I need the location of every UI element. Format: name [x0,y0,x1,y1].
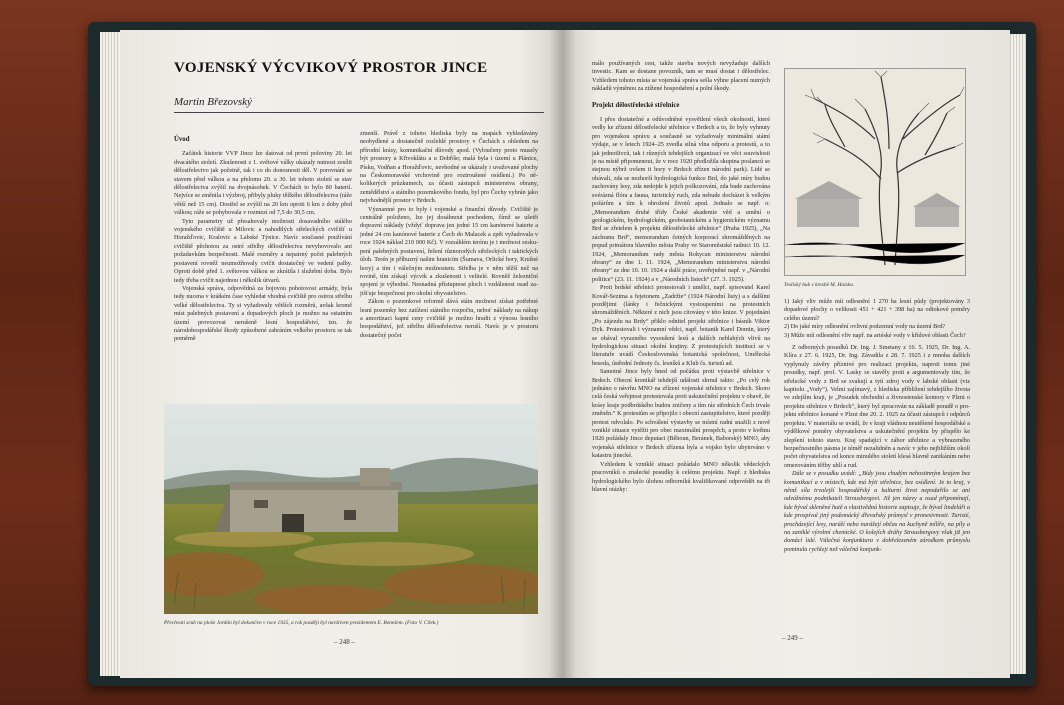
paragraph: Začátek historie VVP Jince lze datovat od první poloviny 20. let dvacátého století. Zkušenosti z 1. světové války ukázaly nutnost zesílit dělostřelectvo jak početně, tak i co do donosnosti děl. V porovnání se stavem před válkou a na přelomu 20. a 30. let tohoto století se stav dělostřelectva zvýšil na dvojnásobek. V Čechách to bylo 80 baterií. Nejvíce se změnila i výzbroj, přibyly pluky těžkého dělostřelectva (ráže větší než 15 cm). Dostřel se zvýšil na 20 km oproti 6 km z doby před válkou; ráže se pohybovala v rozmezí od 7,5 do 30,5 cm. [174,150,352,217]
paragraph: Samotné Jince byly hned od počátku proti výstavbě střelnice v Brdech. Obecní kronikář tehdejší události shrnul takto: „Po celý rok jednáno o návrhu MNO na zřízení vojenské střelnice v Brdech. Skoro celá česká veřejnost protestovala proti uskutečnění projektu v obavě, že krásy kraje podbrdského budou zničeny a tím ráz středních Čech trvale změněn.“ K protestům se připojilo i obecní zastupitelstvo, které později protest odvolalo. Po schválení výstavby se místní radní snažili z nově vzniklé situace vytěžit pro obec maximální prospěch, a proto v květnu 1926 požádaly Jince deputaci (Běhoun, Beránek, Baborský) MNO, aby vojenská střelnice v Brdech zřízena byla a vojsko bylo ubytováno v katastru jinecké. [592,368,770,460]
section-heading-project: Projekt dělostřelecké střelnice [592,101,680,109]
paragraph: Tyto parametry už přesahovaly možnosti dosavadního stálého vojenského cvičiště u Milovic a nahodilých střeleckých cvičišť u Horažďovic, Kralovic a Labské Týnice. Navíc současné používání cvičiště pěchotou za ostré střelby dělostřelectva nevyhovovalo ani požadavkům bezpečnosti. Malé rozměry a nepatrný počet palebných postavení rovněž neumožňovaly cvičit dostatečný ve vedení palby. Oproti době před 1. světovou válkou se zkrátila i služební doba. Bylo tedy třeba cvičit najednou i několik útvarů. [174,217,352,284]
question-item: 1) Jaký vliv může mít odlesnění 1 270 ha lesní půdy (projektovány 3 dopadové plochy o velikosti 451 + 421 + 398 ha) na odtokové poměry celého území? [784,298,970,322]
paragraph: I přes dostatečné a odůvodněné vysvětlení všech okolností, které vedly ke zřízení dělostřelecké střelnice v Brdech a to, že byly vyhnuty pro vojenskou správu a současně se vyžadovaly minimální státní výdaje, se v letech 1924–25 zvedla silná vlna odporu a protestů, a to jak jednotlivců, tak i různých tehdejších organizací ve věci souvislosti je na místě připomenout, že v roce 1920 předložila skupina poslanců se stejnou nýbrž ovšem ti hory v Brdech zřízen národní park). Lidé se obávali, zda se nezhorší hydrologická funkce Brd, do jaké míry budou zachovány lesy, zda nedojde k jejich poškozování, zda bude zachována svérázná flóra a fauna, turistický ruch, zda nebude docházet k velkým požárům a tím k ohrožení životů apod. Jednalo se např. o: „Memorandum druhé třídy České akademie věd a umění o geologickém, hydrologickém, geobotanickém a hygienickém významu Brd se zřetelem k projektu dělostřelecké střelnice“ (Praha 1925), „Na záchranu Brd“, memorandum četných korporací shromážděných na popud primátora hlavního města Prahy ve Staroměstské radnici 10. 12. 1924, „Memorandum rady města Rokycan ministerstvu národní obrany“ ze dne 1. 11. 1924, „Memorandum ministerstvu národní obrany“ ze dne 10. 10. 1924 a další práce, uveřejněné např. v „Národní politice“ (23. 11. 1924) a v „Národních listech“ (27. 3. 1925). [592,116,770,283]
paragraph: Vzhledem k vzniklé situaci požádalo MNO několik vědeckých pracovníků o znalecké posudky k celému projektu. Např. z hlediska hydrologického bylo úlohou odborníků kvalifikované odpovědět na tři hlavní otázky: [592,460,770,493]
left-column-2 [360,130,538,392]
right-column-2 [784,298,970,638]
paragraph-quote: Dále se v posudku uvádí: „Bídy jsou chudým nehostinným krajem bez komunikací a v místech, kde má býti střelnice, bez osídlení. Je to kraj, v němž síla trvalejší hospodářský a kulturní život nepodařilo se ani odvážnému podnikateli Strousbergovi. Již jen názvy u osad připomínají, kde býval skleněné hutě a vlastivědná historie zapisuje, že býval lindeláři a kde prospíval jiný podomácký dřevařský průmysl v pronesivnosti. Turisté, procházející lesy, naráží nebo narážejí občas na kuchyně mílíře, na píly a na zaniklé výrobní chemické. O kolejích dráhy Strousbergovy však již jen domácí lidé. Válečná konjunktura v dobřelezeném zárodkem průmyslu pominula rychleji než válečná konjunk- [784,470,970,553]
paragraph: Z odborných posudků Dr. Ing. J. Smetany z 16. 5. 1925, Dr. Ing. A. Klíra z 27. 6. 1925, Dr. Ing. Závadila z 28. 7. 1925 i z mnoha dalších vyplynuly závěry příznivé pro realizaci projektu, naproti tomu jiné posudky, např. prof. V. Lasky se stavěly proti a argumentovaly tím, že střelecké vody z Brd se svakují a tytí zdroj vody v labské oblasti (viz kapitolu „Vody“). Velmi zajímavý, z hlediska příbližení tehdejšího života ve zdejším kraji, je „Posudek obchodní a živnostenské komory v Plzni o projektu střelnice v Brdech“, který byl zpracován na základě poradě o projektu střelnice konané v Plzni dne 20. 2. 1925 za účasti zástupců i odpůrců projektu. V materiálu se uvádí, že v kraji vládnou neutěšené hospodářské a výdělkové poměry obyvatelstva a uskutečnění projektu by přispělo ke zlepšení tohoto stavu. Kraj spadající v zábor střelnice a vybrazeného bezpečnostního pásma je téměř nezalidněn a navíc v jeho nejbližším okolí počet obyvatelstva od konce minulého století klesá hlavně zanikáním nebo omezováním těžby uhlí a rud. [784,344,970,469]
right-page [562,30,1010,678]
book-gutter [548,30,576,678]
bunker-photo-image [164,404,538,614]
paragraph: málo používaných cest, takže stavba nových nevyžaduje dalších investic. Kam se dostane povozník, tam se musí dostat i dělostřelec. Vzhledem tohoto místa se vojenská správa sešla výhne placení nutných nákladů výměnou za ztížené hospodaření a polní škody. [592,60,770,93]
bunker-photo [164,404,538,614]
paragraph: Proti brdské střelnici protestovali i umělci, např. spisovatel Karel Kovář-Sezima a fejetonem „Zadržte“ (1924 Národní listy) a s dalšími pozdějimi (lánky i řečnickými vystoupeními na protestních shromážděních. Některé z nich jsou citovány v této knize. V pojednání „Po zájezdu na Brdy“ přiklo odnitel projekt střelnice i básník Viktor Dyk. Protestovali i významní vědci, např. botanik Karel Domin, který se obával vyrazného vysoušení lesů a dalších neblahých vlivů na hydrologickou situaci okolní krajiny. Z protestujících institucí se v literatuře uvádí Československá botanická společnost, Umělecká beseda, ústřední Jednoty čs. lesníků a Klub čs. turistů ad. [592,284,770,367]
article-title: VOJENSKÝ VÝCVIKOVÝ PROSTOR JINCE [174,60,488,76]
page-number-left: – 248 – [334,638,355,646]
page-edges-left [100,32,122,676]
tree-sketch-image [785,69,965,275]
sketch-caption: Tesliský buk v kresbě M. Haiska. [784,282,855,288]
photo-caption: Přechvatí srub na ploše Jordán byl dokončen v roce 1935, a rok později byl navštíven prezidentem E. Benešem. (Foto V. Cílek.) [164,620,439,626]
paragraph: Zákon o pozemkové reformě dává státu možnost získat potřebné lesní pozemky bez zatížení státního rozpočtu, neboť náklady na nákup a amortizaci kapní ceny cvičiště je možno hradit z výnosu lesního hospodářství, jež střelbu dělostřelectva neruší. Navíc je v prostoru dostatečný počet [360,298,538,339]
left-column-1 [174,136,352,394]
question-item: 2) Do jaké míry odlesnění ovlivní podzemní vody na území Brd? [784,323,946,331]
title-rule [174,112,544,113]
section-heading-intro: Úvod [174,136,190,143]
page-number-right: – 249 – [782,634,803,642]
question-item: 3) Může mít odlesnění vliv např. na artéské vody v křídové oblasti Čech? [784,331,966,339]
right-column-1 [592,60,770,628]
page-edges-right [1008,34,1026,674]
tree-sketch [784,68,966,276]
article-author: Martin Březovský [174,96,252,108]
paragraph: zmenší. Právě z tohoto hlediska byly na mapách vyhledávány neobydlené a dostatečně rozlehlé prostory v Čechách s ohledem na přírodní krásy, komunikační důvody apod. (Vyloučeny proto musely být prostory u Křivoklátu a u Dobříše; malá byla i území u Plánice, Písku, Vodňan a Horažďovic, nevhodné se ukázaly i uvažované plochy na Českomoravské vrchovině pro roztroušené osídlení.) Po několikerých průzkumech, za účasti zástupců ministerstva obrany, zemědělství a státního pozemkového fondu, byl pro Čechy vybrán jako nejvhodnější prostor v Brdech. [360,130,538,205]
left-page [120,30,562,678]
paragraph: Vojenská správa, odpovědná za bojovou pohotovost armády, byla tedy nucena v krátkém čase vyhledat vhodná cvičiště pro ostrou střelbu velké dělostřelectva. Ty si vyžadovaly větších rozměrů, avšak kromě míst palebných postavení a dopadových ploch je možno na ostatním území provozovat nerušeně lesní hospodářství, tzn. že národohospodářské škody způsobené zabráním velkého prostoru se tak poměrně [174,284,352,343]
question-list [784,298,970,340]
paragraph: Významné pro to byly i vojenské a finanční důvody. Cvičiště je centrálně položeno, lze jej dosáhnout pochodem, čímž se ušetří dopravní náklady (vždyť doprava jen jedné 15 cm kanónové baterie a jedné 24 cm kanónové baterie z Čech do Malacek a zpět vyžadovala v roce 1924 náklad 210 000 Kč). V rozsáhlém terénu je i možnost seskupení palebných postavení, řešení různorodých střeleckých i taktických úloh. Terén je příbuzný našim hranicím (Šumava, Orlické hory, Krušné hory) a tím i válečným možnostem. Střelba je v něm těžší než na rovině, tím získají výcvik a zkušenosti i velitelé. Rovněž železniční spojení je výhodné. Nesnadná přístupnost ploch i vzdálenost osad zajišťuje bezpečnost pro okolní obyvatelstvo. [360,205,538,297]
